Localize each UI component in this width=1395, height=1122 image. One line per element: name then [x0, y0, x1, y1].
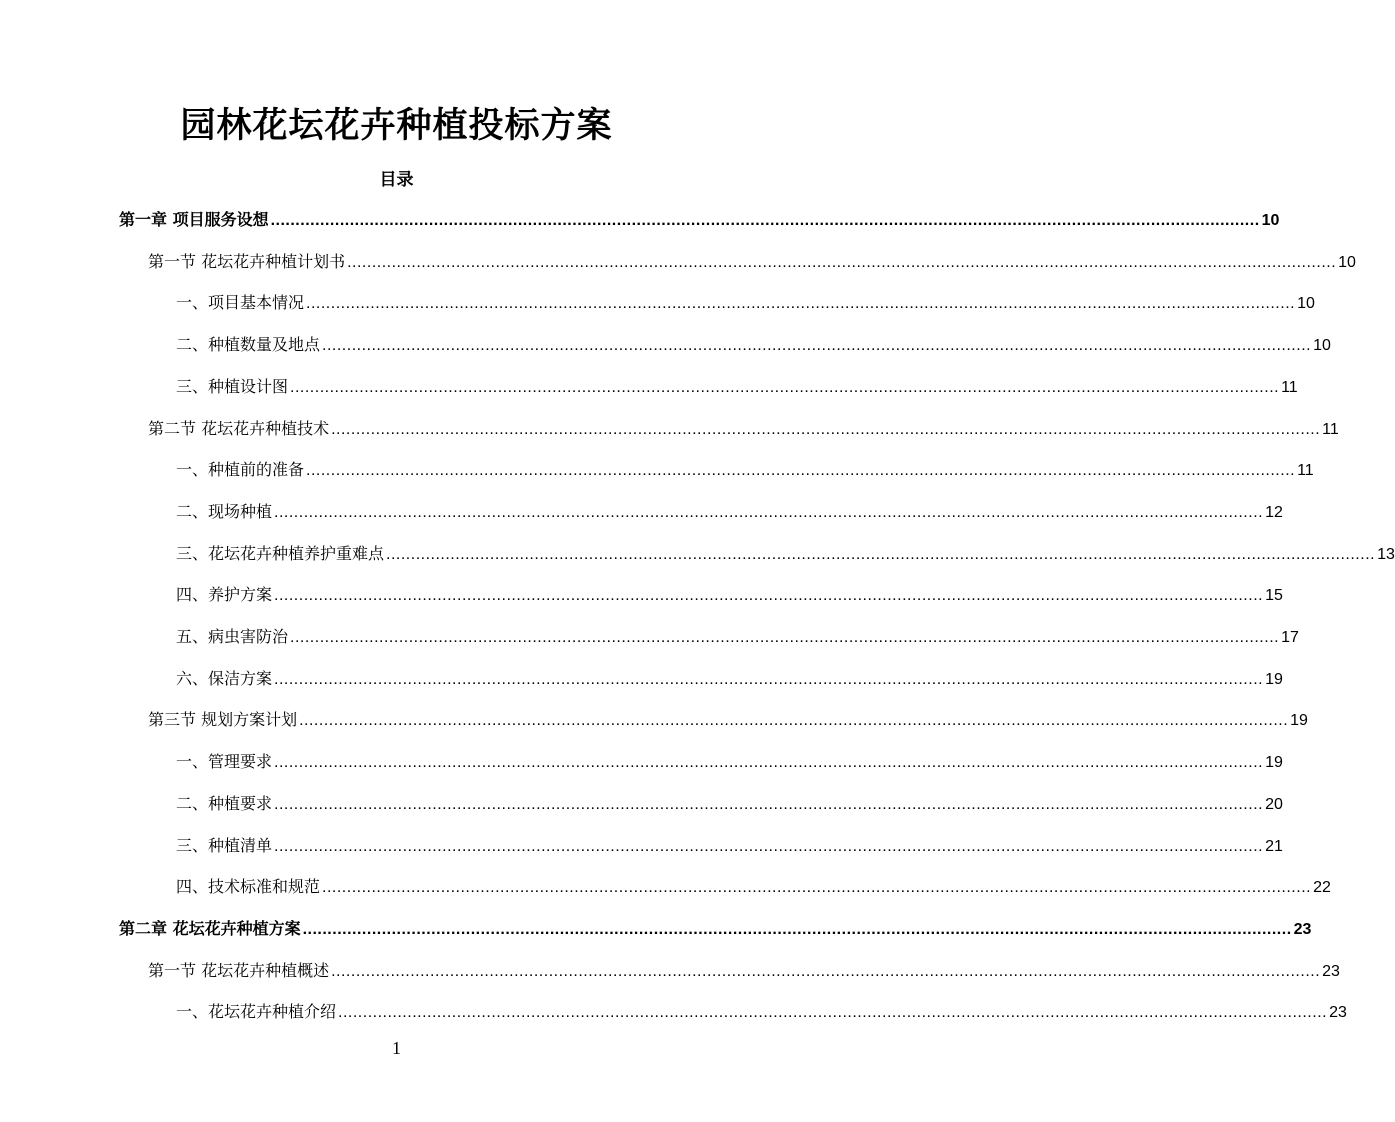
- toc-entry-page: 19: [1265, 754, 1283, 772]
- toc-entry[interactable]: [176, 539, 1395, 569]
- toc-entry[interactable]: [176, 372, 1298, 402]
- toc-entry-page: 21: [1265, 837, 1283, 855]
- toc-entry-label: 三、种植设计图: [176, 376, 289, 396]
- toc-entry-page: 10: [1338, 253, 1356, 271]
- toc-entry[interactable]: [176, 997, 1347, 1027]
- toc-entry-label: 三、种植清单: [176, 835, 273, 855]
- toc-entry-label: 第一节 花坛花卉种植概述: [148, 960, 330, 980]
- toc-entry-page: 11: [1297, 462, 1314, 480]
- toc-leader-dots: ........................................................................................................................................................................................................: [306, 295, 1296, 313]
- page-number: 1: [392, 1038, 401, 1058]
- toc-leader-dots: ........................................................................................................................................................................................................: [274, 503, 1264, 521]
- toc-entry-page: 11: [1281, 378, 1298, 396]
- toc-entry-label: 二、现场种植: [176, 501, 273, 521]
- toc-leader-dots: ........................................................................................................................................................................................................: [274, 795, 1264, 813]
- toc-entry[interactable]: [176, 664, 1283, 694]
- toc-entry-page: 10: [1313, 337, 1331, 355]
- toc-entry[interactable]: [176, 747, 1283, 777]
- toc-entry-page: 23: [1293, 920, 1312, 938]
- toc-leader-dots: ........................................................................................................................................................................................................: [274, 837, 1264, 855]
- toc-entry[interactable]: [148, 956, 1340, 986]
- toc-entry-page: 10: [1297, 295, 1315, 313]
- document-title: 园林花坛花卉种植投标方案: [180, 106, 613, 146]
- toc-leader-dots: ........................................................................................................................................................................................................: [274, 587, 1264, 605]
- toc-leader-dots: ........................................................................................................................................................................................................: [306, 462, 1296, 480]
- toc-entry[interactable]: [176, 497, 1283, 527]
- toc-leader-dots: ........................................................................................................................................................................................................: [331, 420, 1321, 438]
- toc-leader-dots: ........................................................................................................................................................................................................: [290, 629, 1280, 646]
- toc-entry-label: 一、管理要求: [176, 752, 273, 772]
- toc-entry[interactable]: [119, 205, 1280, 235]
- toc-entry-page: 13: [1377, 545, 1395, 563]
- toc-entry-page: 23: [1329, 1004, 1347, 1022]
- toc-entry-label: 四、技术标准和规范: [176, 877, 321, 897]
- toc-entry-page: 20: [1265, 795, 1283, 813]
- toc-entry[interactable]: [176, 580, 1283, 610]
- toc-entry[interactable]: [176, 831, 1283, 861]
- toc-entry[interactable]: [176, 789, 1283, 819]
- toc-leader-dots: ........................................................................................................................................................................................................: [338, 1004, 1328, 1022]
- toc-leader-dots: ........................................................................................................................................................................................................: [299, 712, 1289, 730]
- toc-entry[interactable]: [176, 288, 1315, 318]
- toc-entry-label: 第二章 花坛花卉种植方案: [119, 918, 301, 938]
- toc-leader-dots: ........................................................................................................................................................................................................: [274, 670, 1264, 688]
- toc-entry-label: 一、种植前的准备: [176, 460, 305, 480]
- toc-leader-dots: ........................................................................................................................................................................................................: [322, 879, 1312, 897]
- toc-leader-dots: ........................................................................................................................................................................................................: [331, 962, 1321, 980]
- toc-entry-page: 23: [1322, 962, 1340, 980]
- toc-leader-dots: ........................................................................................................................................................................................................: [347, 253, 1337, 271]
- toc-entry-page: 11: [1322, 420, 1339, 438]
- toc-leader-dots: ........................................................................................................................................................................................................: [270, 212, 1260, 229]
- toc-entry-label: 第一章 项目服务设想: [119, 210, 269, 229]
- toc-entry-label: 第三节 规划方案计划: [148, 710, 298, 730]
- toc-entry-page: 17: [1281, 629, 1299, 646]
- toc-entry-label: 第二节 花坛花卉种植技术: [148, 418, 330, 438]
- toc-leader-dots: ........................................................................................................................................................................................................: [290, 378, 1280, 396]
- toc-entry-label: 第一节 花坛花卉种植计划书: [148, 251, 346, 271]
- toc-entry[interactable]: [148, 247, 1356, 277]
- toc-entry-label: 五、病虫害防治: [176, 627, 289, 646]
- toc-leader-dots: ........................................................................................................................................................................................................: [302, 920, 1292, 938]
- toc-entry[interactable]: [176, 455, 1314, 485]
- toc-entry[interactable]: [148, 705, 1308, 735]
- toc-entry-page: 19: [1265, 670, 1283, 688]
- toc-leader-dots: ........................................................................................................................................................................................................: [322, 337, 1312, 355]
- toc-entry-label: 一、花坛花卉种植介绍: [176, 1002, 337, 1022]
- toc-entry[interactable]: [176, 330, 1331, 360]
- toc-entry-page: 22: [1313, 879, 1331, 897]
- toc-entry[interactable]: [148, 414, 1339, 444]
- toc-entry[interactable]: [176, 872, 1331, 902]
- toc-entry-page: 10: [1261, 212, 1280, 229]
- toc-entry-label: 二、种植数量及地点: [176, 335, 321, 355]
- toc-leader-dots: ........................................................................................................................................................................................................: [274, 754, 1264, 772]
- toc-entry-label: 六、保洁方案: [176, 668, 273, 688]
- toc-entry-label: 四、养护方案: [176, 585, 273, 605]
- toc-entry[interactable]: [176, 622, 1299, 652]
- toc-entry-label: 一、项目基本情况: [176, 293, 305, 313]
- toc-entry-page: 19: [1290, 712, 1308, 730]
- toc-entry-label: 二、种植要求: [176, 793, 273, 813]
- toc-entry-page: 12: [1265, 503, 1283, 521]
- toc-entry[interactable]: [119, 914, 1312, 944]
- toc-entry-page: 15: [1265, 587, 1283, 605]
- toc-entry-label: 三、花坛花卉种植养护重难点: [176, 543, 385, 563]
- toc-leader-dots: ........................................................................................................................................................................................................: [386, 545, 1376, 563]
- toc-heading: 目录: [379, 170, 414, 190]
